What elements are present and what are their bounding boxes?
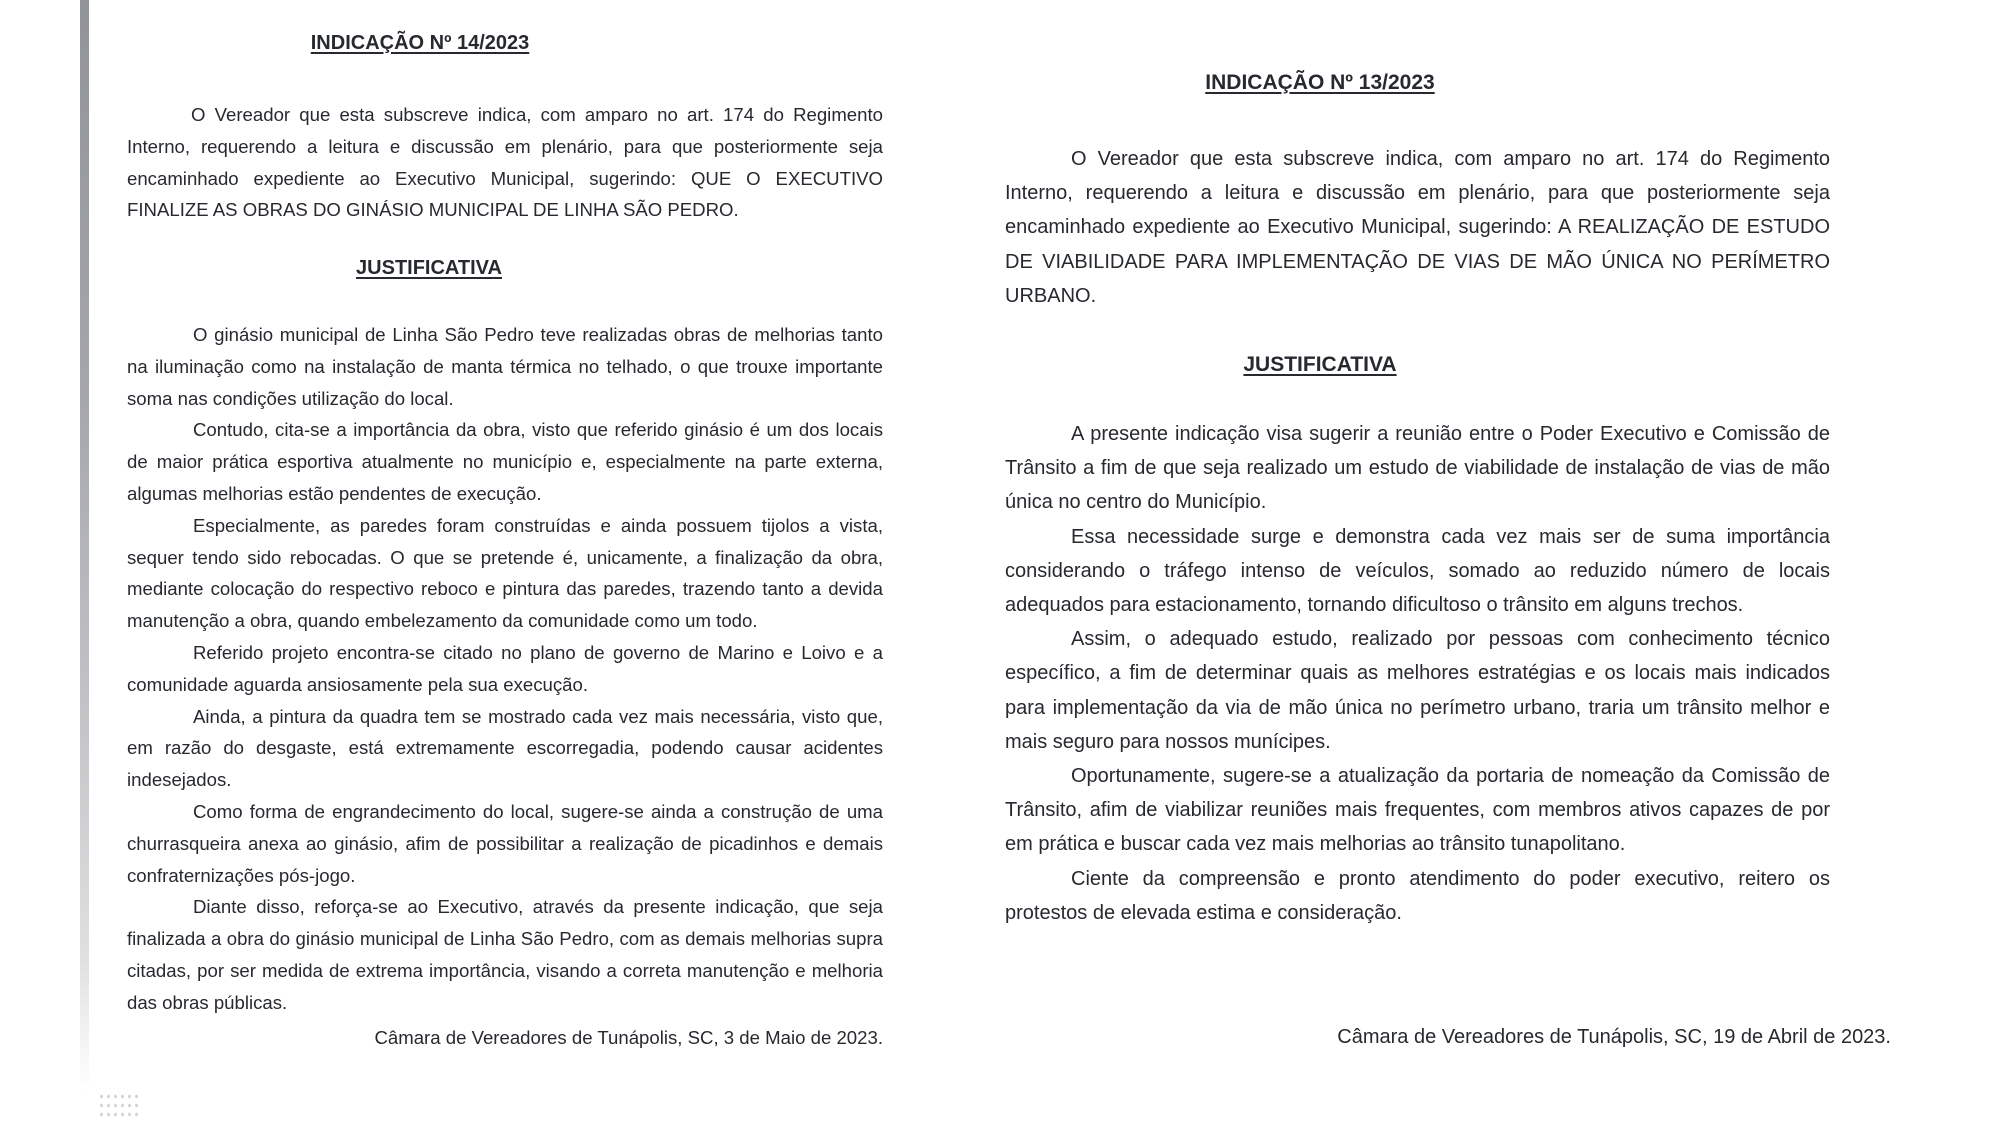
body-paragraph: Diante disso, reforça-se ao Executivo, através da presente indicação, que seja finalizada a obra do ginásio municipal de Linha São Pedro, com as demais melhorias supra citadas, por ser medida de extrema importância, visando a correta manutenção e melhoria das obras públicas. [127, 896, 883, 1013]
page-edge-shadow [80, 0, 89, 1125]
body-paragraph: Contudo, cita-se a importância da obra, visto que referido ginásio é um dos locais de maior prática esportiva atualmente no município e, especialmente na parte externa, algumas melhorias estão pendentes de execução. [127, 419, 883, 504]
justification-heading: JUSTIFICATIVA [1243, 353, 1397, 376]
opening-paragraph: O Vereador que esta subscreve indica, com amparo no art. 174 do Regimento Interno, requerendo a leitura e discussão em plenário, para que posteriormente seja encaminhado expediente ao Executivo Municipal, sugerindo: QUE O EXECUTIVO FINALIZE AS OBRAS DO GINÁSIO MUNICIPAL DE LINHA SÃO PEDRO. [127, 104, 883, 221]
body-paragraph: A presente indicação visa sugerir a reunião entre o Poder Executivo e Comissão de Trânsito a fim de que seja realizado um estudo de viabilidade de instalação de vias de mão única no centro do Município. [1005, 423, 1830, 514]
body-paragraph: Especialmente, as paredes foram construídas e ainda possuem tijolos a vista, sequer tendo sido rebocadas. O que se pretende é, unicamente, a finalização da obra, mediante colocação do respectivo reboco e pintura das paredes, trazendo tanto a devida manutenção a obra, quando embelezamento da comunidade como um todo. [127, 514, 883, 632]
body-paragraph: Assim, o adequado estudo, realizado por pessoas com conhecimento técnico específico, a fim de determinar quais as melhores estratégias e os locais mais indicados para implementação da via de mão única no perímetro urbano, traria um trânsito melhor e mais seguro para nossos munícipes. [1005, 628, 1830, 753]
body-paragraph: Essa necessidade surge e demonstra cada vez mais ser de suma importância considerando o tráfego intenso de veículos, somado ao reduzido número de locais adequados para estacionamento, tornando dificultoso o trânsito em alguns trechos. [1005, 525, 1830, 617]
body-paragraph: Referido projeto encontra-se citado no plano de governo de Marino e Loivo e a comunidade aguarda ansiosamente pela sua execução. [127, 641, 883, 695]
closing-dateline: Câmara de Vereadores de Tunápolis, SC, 3 de Maio de 2023. [374, 1027, 883, 1048]
body-paragraph: Como forma de engrandecimento do local, sugere-se ainda a construção de uma churrasqueira anexa ao ginásio, afim de possibilitar a realização de picadinhos e demais confraternizações pós-jogo. [127, 800, 883, 886]
body-paragraph: O ginásio municipal de Linha São Pedro teve realizadas obras de melhorias tanto na iluminação como na instalação de manta térmica no telhado, o que trouxe importante soma nas condições utilização do local. [127, 324, 883, 409]
body-paragraph: Ainda, a pintura da quadra tem se mostrado cada vez mais necessária, visto que, em razão do desgaste, está extremamente escorregadia, podendo causar acidentes indesejados. [127, 705, 883, 791]
justification-heading: JUSTIFICATIVA [356, 257, 502, 279]
body-paragraph: Oportunamente, sugere-se a atualização da portaria de nomeação da Comissão de Trânsito, afim de viabilizar reuniões mais frequentes, com membros ativos capazes de por em prática e buscar cada vez mais melhorias ao trânsito tunapolitano. [1005, 765, 1830, 856]
justification-body [127, 319, 883, 1019]
scan-artifact [98, 1092, 142, 1118]
document-title: INDICAÇÃO Nº 14/2023 [310, 32, 530, 54]
closing-dateline: Câmara de Vereadores de Tunápolis, SC, 19 de Abril de 2023. [1337, 1026, 1891, 1048]
opening-paragraph: O Vereador que esta subscreve indica, com amparo no art. 174 do Regimento Interno, requerendo a leitura e discussão em plenário, para que posteriormente seja encaminhado expediente ao Executivo Municipal, sugerindo: A REALIZAÇÃO DE ESTUDO DE VIABILIDADE PARA IMPLEMENTAÇÃO DE VIAS DE MÃO ÚNICA NO PERÍMETRO URBANO. [1005, 148, 1830, 307]
document-title: INDICAÇÃO Nº 13/2023 [1205, 71, 1435, 94]
body-paragraph: Ciente da compreensão e pronto atendimento do poder executivo, reitero os protestos de elevada estima e consideração. [1005, 867, 1830, 924]
justification-body [1005, 417, 1830, 930]
